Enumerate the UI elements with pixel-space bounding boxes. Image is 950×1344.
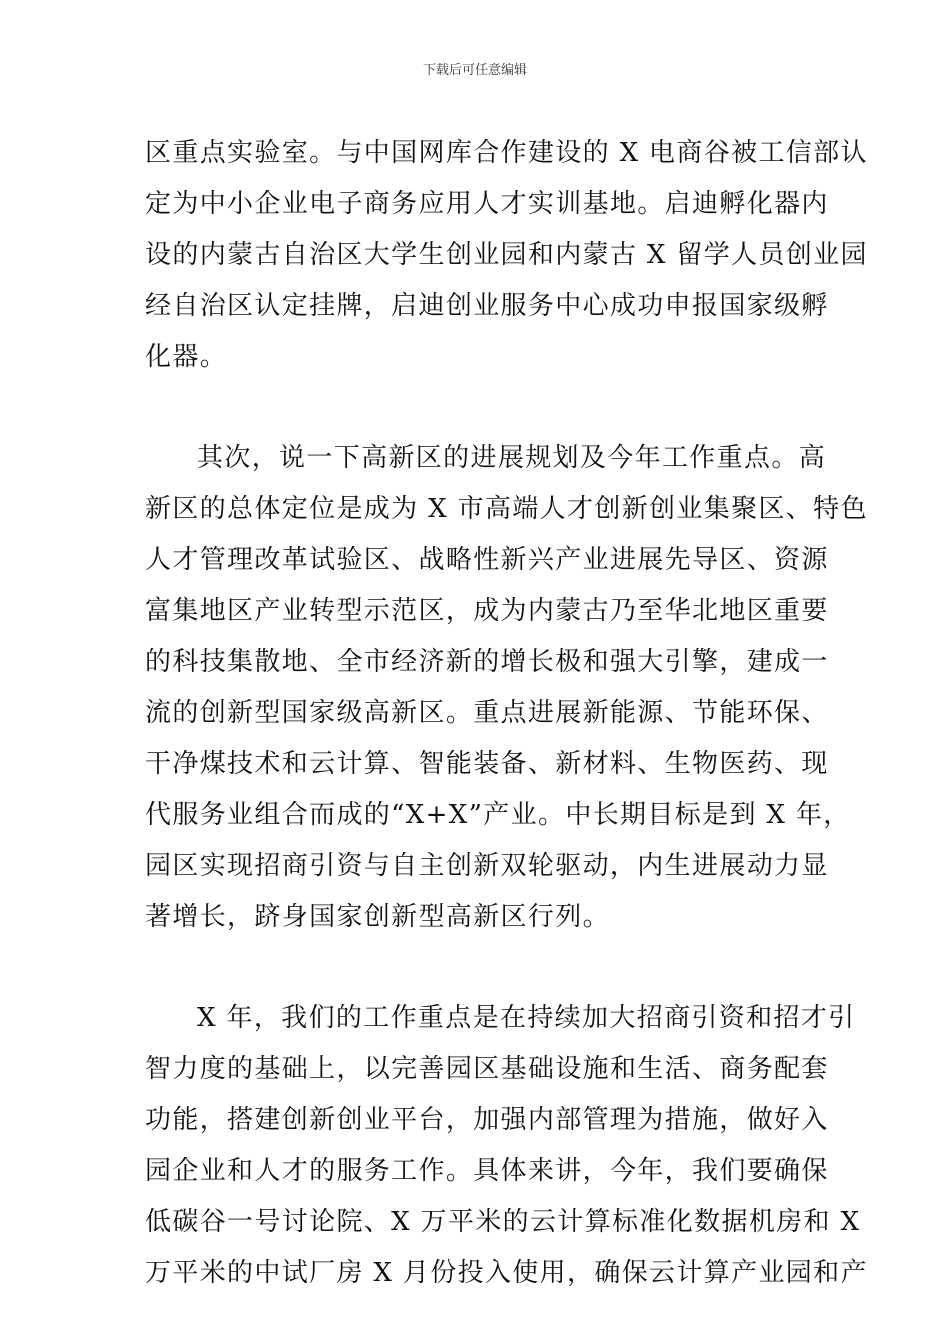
- text-line: 园企业和人才的服务工作。具体来讲，今年，我们要确保: [145, 1156, 829, 1186]
- text-line: 园区实现招商引资与自主创新双轮驱动，内生进展动力显: [145, 851, 829, 881]
- document-body: [145, 128, 868, 1299]
- paragraph-spacer: [145, 383, 810, 433]
- text-line: 流的创新型国家级高新区。重点进展新能源、节能环保、: [145, 698, 829, 728]
- text-line: 智力度的基础上，以完善园区基础设施和生活、商务配套: [145, 1054, 829, 1084]
- text-line: 新区的总体定位是成为 X 市高端人才创新创业集聚区、特色: [145, 494, 868, 524]
- text-line: 化器。: [145, 342, 228, 372]
- paragraph-2: [145, 433, 868, 943]
- text-line: 著增长，跻身国家创新型高新区行列。: [145, 902, 610, 932]
- text-line: 经自治区认定挂牌，启迪创业服务中心成功申报国家级孵: [145, 291, 829, 321]
- text-line: 区重点实验室。与中国网库合作建设的 X 电商谷被工信部认: [145, 138, 868, 168]
- text-line: 设的内蒙古自治区大学生创业园和内蒙古 X 留学人员创业园: [145, 240, 868, 270]
- text-line: 代服务业组合而成的“X+X”产业。中长期目标是到 X 年，: [145, 800, 851, 830]
- text-line: 万平米的中试厂房 X 月份投入使用，确保云计算产业园和产: [145, 1258, 868, 1288]
- text-line: 功能，搭建创新创业平台，加强内部管理为措施，做好入: [145, 1105, 829, 1135]
- text-line: 低碳谷一号讨论院、X 万平米的云计算标准化数据机房和 X: [145, 1207, 861, 1237]
- text-line: 富集地区产业转型示范区，成为内蒙古乃至华北地区重要: [145, 596, 829, 626]
- text-line: 人才管理改革试验区、战略性新兴产业进展先导区、资源: [145, 545, 829, 575]
- page-header-note: 下载后可任意编辑: [422, 63, 527, 78]
- text-line: 干净煤技术和云计算、智能装备、新材料、生物医药、现: [145, 749, 829, 779]
- text-line: 其次，说一下高新区的进展规划及今年工作重点。高: [197, 443, 827, 473]
- text-line: 的科技集散地、全市经济新的增长极和强大引擎，建成一: [145, 647, 829, 677]
- text-line: X 年，我们的工作重点是在持续加大招商引资和招才引: [197, 1003, 856, 1033]
- paragraph-spacer: [145, 943, 810, 993]
- paragraph-3: [145, 993, 868, 1299]
- text-line: 定为中小企业电子商务应用人才实训基地。启迪孵化器内: [145, 189, 829, 219]
- paragraph-1: [145, 128, 868, 383]
